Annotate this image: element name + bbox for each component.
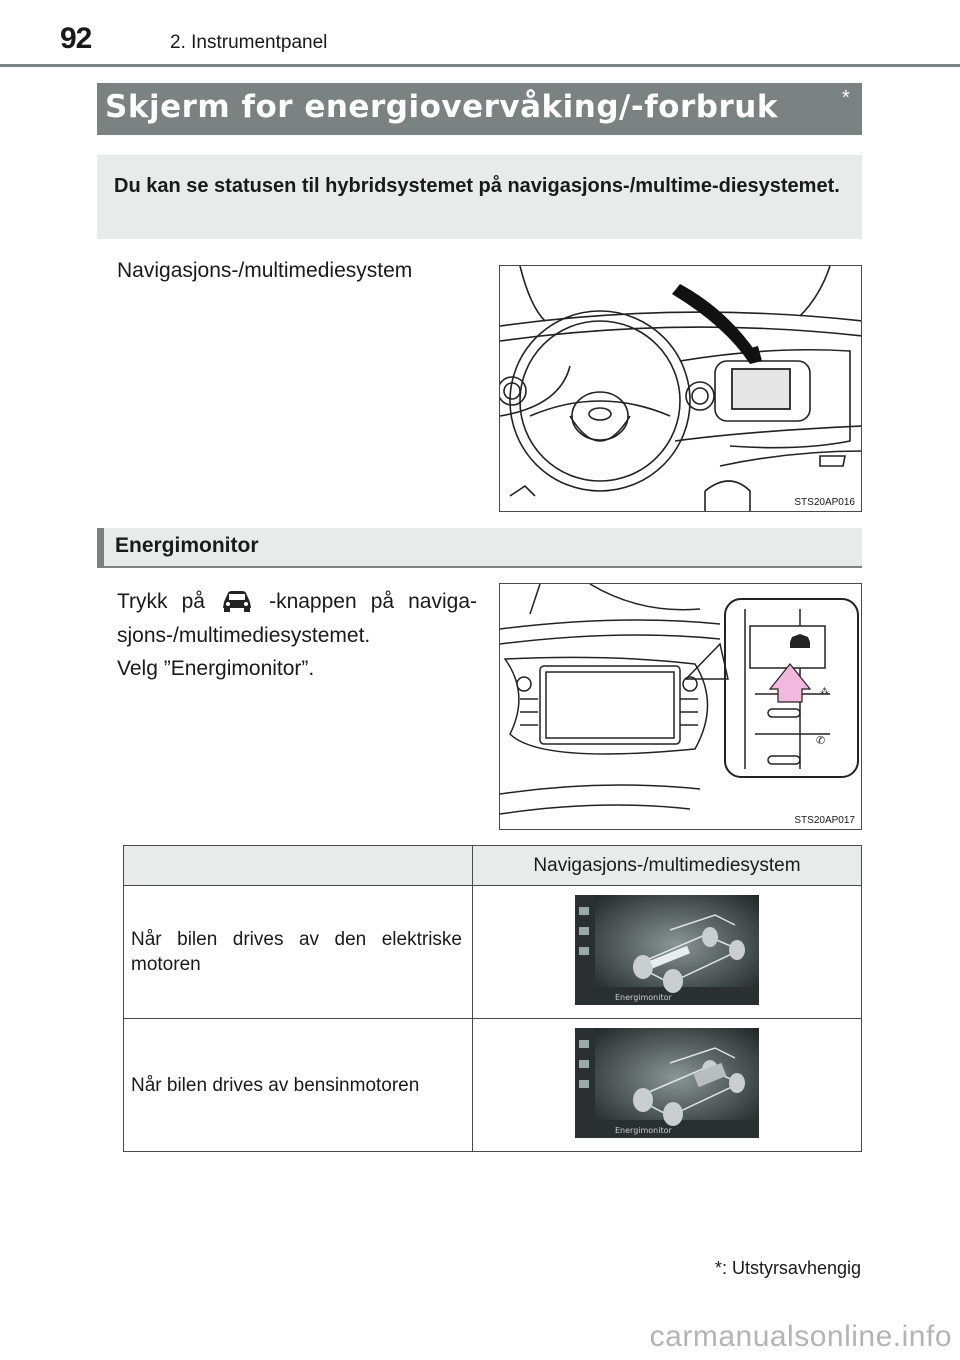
energimonitor-heading-bar xyxy=(97,528,862,566)
instruction-step-1-after: -knappen på naviga-sjons-/multimediesystemet. xyxy=(117,590,477,647)
dashboard-drawing xyxy=(500,266,862,512)
heading-rule xyxy=(97,566,862,568)
instruction-step-1 xyxy=(117,585,477,653)
energy-monitor-table xyxy=(123,845,862,1152)
heading-accent-bar xyxy=(97,528,104,566)
energy-screen-petrol xyxy=(575,1028,759,1138)
page-number: 92 xyxy=(60,22,92,55)
table-header-system: Navigasjons-/multimediesystem xyxy=(473,846,862,886)
table-row xyxy=(124,1019,862,1152)
footnote-text: : Utstyrsavhengig xyxy=(721,1258,861,1278)
screen-caption-petrol: Energimonitor xyxy=(615,1125,672,1135)
nav-system-label: Navigasjons-/multimediesystem xyxy=(117,259,413,282)
figure-code-2: STS20AP017 xyxy=(794,815,855,826)
watermark[interactable]: carmanualsonline.info xyxy=(649,1320,952,1353)
dashboard-illustration xyxy=(499,265,862,512)
phone-icon: ✆ xyxy=(816,734,826,747)
table-header-row xyxy=(124,846,862,886)
instruction-step-2: Velg ”Energimonitor”. xyxy=(117,657,315,680)
car-icon xyxy=(221,590,253,612)
table-header-empty xyxy=(124,846,473,886)
page-title-bar xyxy=(97,83,862,135)
row-label-petrol: Når bilen drives av bensinmotoren xyxy=(124,1019,473,1152)
intro-box xyxy=(97,155,862,239)
figure-code-1: STS20AP016 xyxy=(794,497,855,508)
row-image-petrol xyxy=(473,1019,862,1152)
multimedia-drawing xyxy=(500,584,862,830)
page-title: Skjerm for energiovervåking/-forbruk xyxy=(105,89,778,125)
title-asterisk: * xyxy=(842,87,850,109)
energy-screen-electric xyxy=(575,895,759,1005)
instruction-step-1-before: Trykk på xyxy=(117,590,220,613)
screen-caption-electric: Energimonitor xyxy=(615,992,672,1002)
energimonitor-heading: Energimonitor xyxy=(115,534,259,557)
table-row xyxy=(124,886,862,1019)
multimedia-unit-illustration xyxy=(499,583,862,830)
row-image-electric xyxy=(473,886,862,1019)
footnote xyxy=(715,1258,861,1279)
header-rule xyxy=(0,64,960,67)
intro-text: Du kan se statusen til hybridsystemet på navigasjons-/multime-diesystemet. xyxy=(114,175,840,197)
row-label-electric: Når bilen drives av den elektriske motoren xyxy=(124,886,473,1019)
footnote-asterisk: * xyxy=(714,1258,722,1278)
section-header: 2. Instrumentpanel xyxy=(170,32,328,53)
climate-icon: ⁂ xyxy=(820,687,829,697)
